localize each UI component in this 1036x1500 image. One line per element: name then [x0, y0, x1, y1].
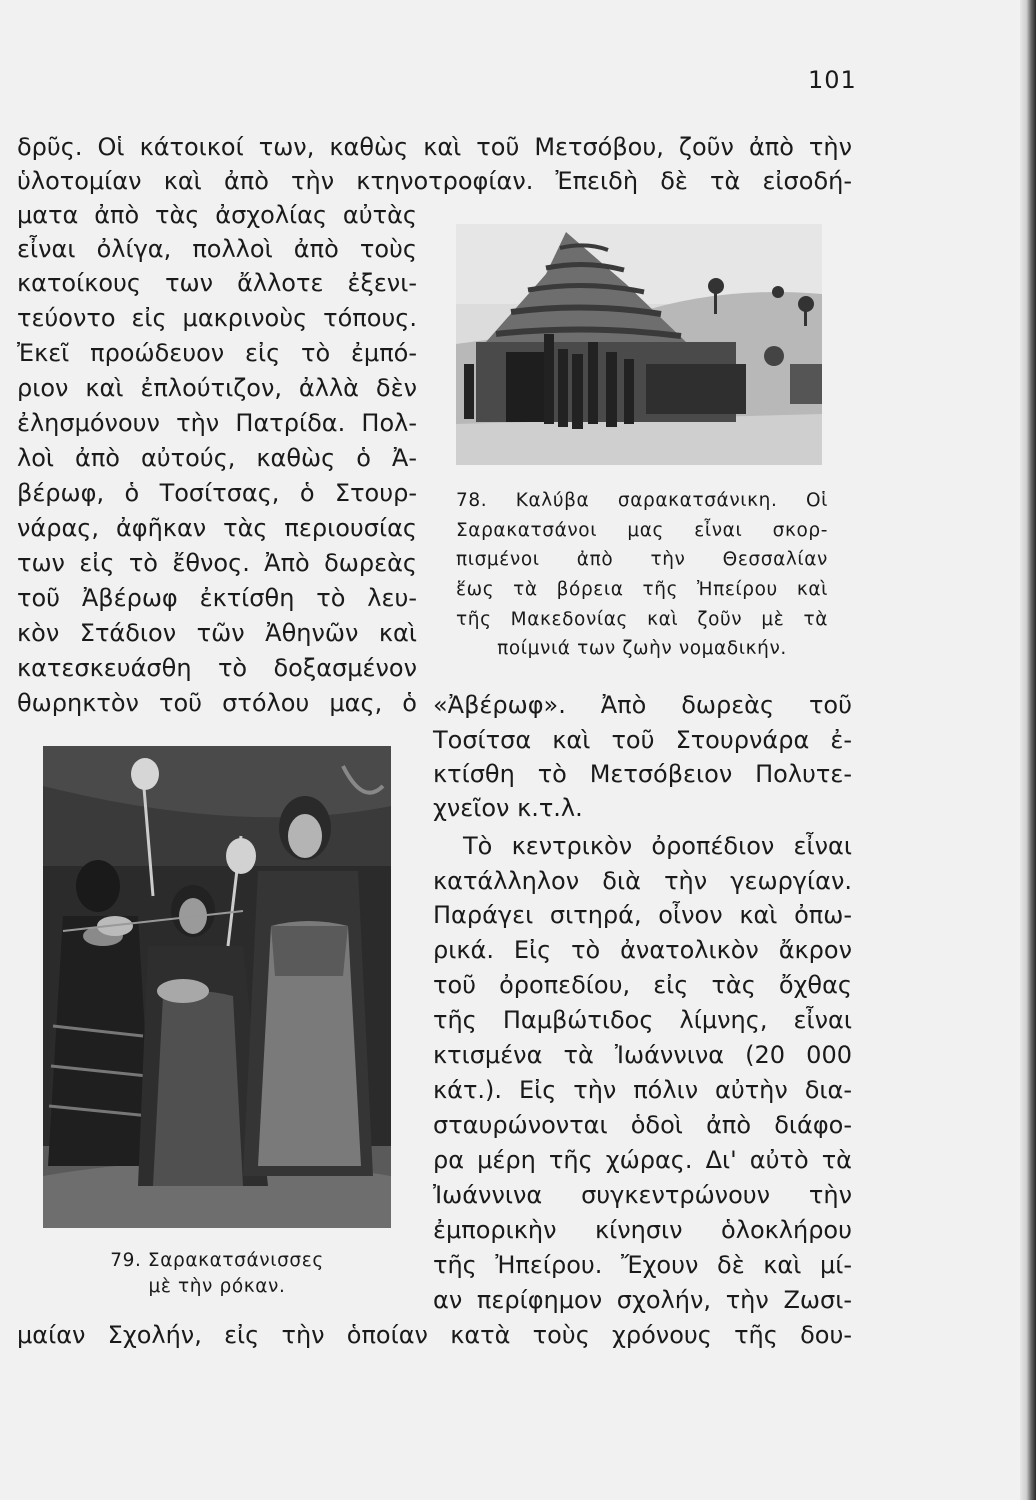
text-line: τεύοντο εἰς μακρινοὺς τόπους. — [17, 304, 417, 332]
figure-caption: 79. Σαρακατσάνισσες — [110, 1250, 324, 1271]
text-line: σταυρώνονται ὁδοὶ ἀπὸ διάφο- — [433, 1111, 852, 1139]
text-line: κατάλληλον διὰ τὴν γεωργίαν. — [433, 867, 852, 895]
women-spinning-photo — [43, 746, 391, 1228]
text-line: κτίσθη τὸ Μετσόβειον Πολυτε- — [433, 760, 852, 788]
text-line: νάρας, ἀφῆκαν τὰς περιουσίας — [17, 514, 417, 542]
text-line: αν περίφημον σχολήν, τὴν Ζωσι- — [433, 1286, 852, 1314]
figure-caption: πισμένοι ἀπὸ τὴν Θεσσαλίαν — [456, 549, 828, 570]
text-line: ρα μέρη τῆς χώρας. Δι' αὐτὸ τὰ — [433, 1146, 852, 1174]
figure-caption: 78. Καλύβα σαρακατσάνικη. Οἱ — [456, 490, 828, 511]
text-line: δρῦς. Οἱ κάτοικοί των, καθὼς καὶ τοῦ Μετσόβου, ζοῦν ἀπὸ τὴν — [17, 133, 852, 161]
text-line: μαίαν Σχολήν, εἰς τὴν ὁποίαν κατὰ τοὺς χρόνους τῆς δου- — [17, 1321, 852, 1349]
figure-caption: μὲ τὴν ρόκαν. — [148, 1276, 286, 1297]
figure-caption: Σαρακατσάνοι μας εἶναι σκορ- — [456, 520, 828, 541]
text-line: «Ἀβέρωφ». Ἀπὸ δωρεὰς τοῦ — [433, 691, 852, 719]
text-line: Παράγει σιτηρά, οἶνον καὶ ὀπω- — [433, 901, 852, 929]
text-line: τοῦ ὀροπεδίου, εἰς τὰς ὄχθας — [433, 971, 852, 999]
text-line: κατεσκευάσθη τὸ δοξασμένον — [17, 654, 417, 682]
figure-caption: ποίμνιά των ζωὴν νομαδικήν. — [497, 638, 787, 659]
text-line: Ἰωάννινα συγκεντρώνουν τὴν — [433, 1181, 852, 1209]
text-line: Τοσίτσα καὶ τοῦ Στουρνάρα ἐ- — [433, 726, 852, 754]
text-line: θωρηκτὸν τοῦ στόλου μας, ὁ — [17, 689, 417, 717]
text-line: βέρωφ, ὁ Τοσίτσας, ὁ Στουρ- — [17, 479, 417, 507]
text-line: ριον καὶ ἐπλούτιζον, ἀλλὰ δὲν — [17, 374, 417, 402]
text-line: ὑλοτομίαν καὶ ἀπὸ τὴν κτηνοτροφίαν. Ἐπειδὴ δὲ τὰ εἰσοδή- — [17, 167, 852, 195]
text-line: εἶναι ὀλίγα, πολλοὶ ἀπὸ τοὺς — [17, 235, 417, 263]
text-line: κὸν Στάδιον τῶν Ἀθηνῶν καὶ — [17, 619, 417, 647]
text-line: κτισμένα τὰ Ἰωάννινα (20 000 — [433, 1041, 852, 1069]
text-line: τῆς Παμβώτιδος λίμνης, εἶναι — [433, 1006, 852, 1034]
page-number: 101 — [808, 66, 857, 94]
text-line: λοὶ ἀπὸ αὐτούς, καθὼς ὁ Ἀ- — [17, 444, 417, 472]
text-line: κατοίκους των ἄλλοτε ἐξενι- — [17, 269, 417, 297]
hut-photo — [456, 224, 822, 465]
figure-caption: τῆς Μακεδονίας καὶ ζοῦν μὲ τὰ — [456, 609, 828, 630]
text-line: ἐλησμόνουν τὴν Πατρίδα. Πολ- — [17, 409, 417, 437]
text-line: Ἐκεῖ προώδευον εἰς τὸ ἐμπό- — [17, 339, 417, 367]
text-line: ἐμπορικὴν κίνησιν ὁλοκλήρου — [433, 1216, 852, 1244]
figure-caption: ἕως τὰ βόρεια τῆς Ἠπείρου καὶ — [456, 579, 828, 600]
text-line: κάτ.). Εἰς τὴν πόλιν αὐτὴν δια- — [433, 1076, 852, 1104]
text-line: τοῦ Ἀβέρωφ ἐκτίσθη τὸ λευ- — [17, 584, 417, 612]
page-edge-shadow — [1020, 0, 1036, 1500]
text-line: ρικά. Εἰς τὸ ἀνατολικὸν ἄκρον — [433, 936, 852, 964]
text-line: των εἰς τὸ ἔθνος. Ἀπὸ δωρεὰς — [17, 549, 417, 577]
text-line: ματα ἀπὸ τὰς ἀσχολίας αὐτὰς — [17, 201, 417, 229]
text-line: Τὸ κεντρικὸν ὀροπέδιον εἶναι — [463, 832, 852, 860]
text-line: χνεῖον κ.τ.λ. — [433, 794, 583, 822]
text-line: τῆς Ἠπείρου. Ἔχουν δὲ καὶ μί- — [433, 1251, 852, 1279]
